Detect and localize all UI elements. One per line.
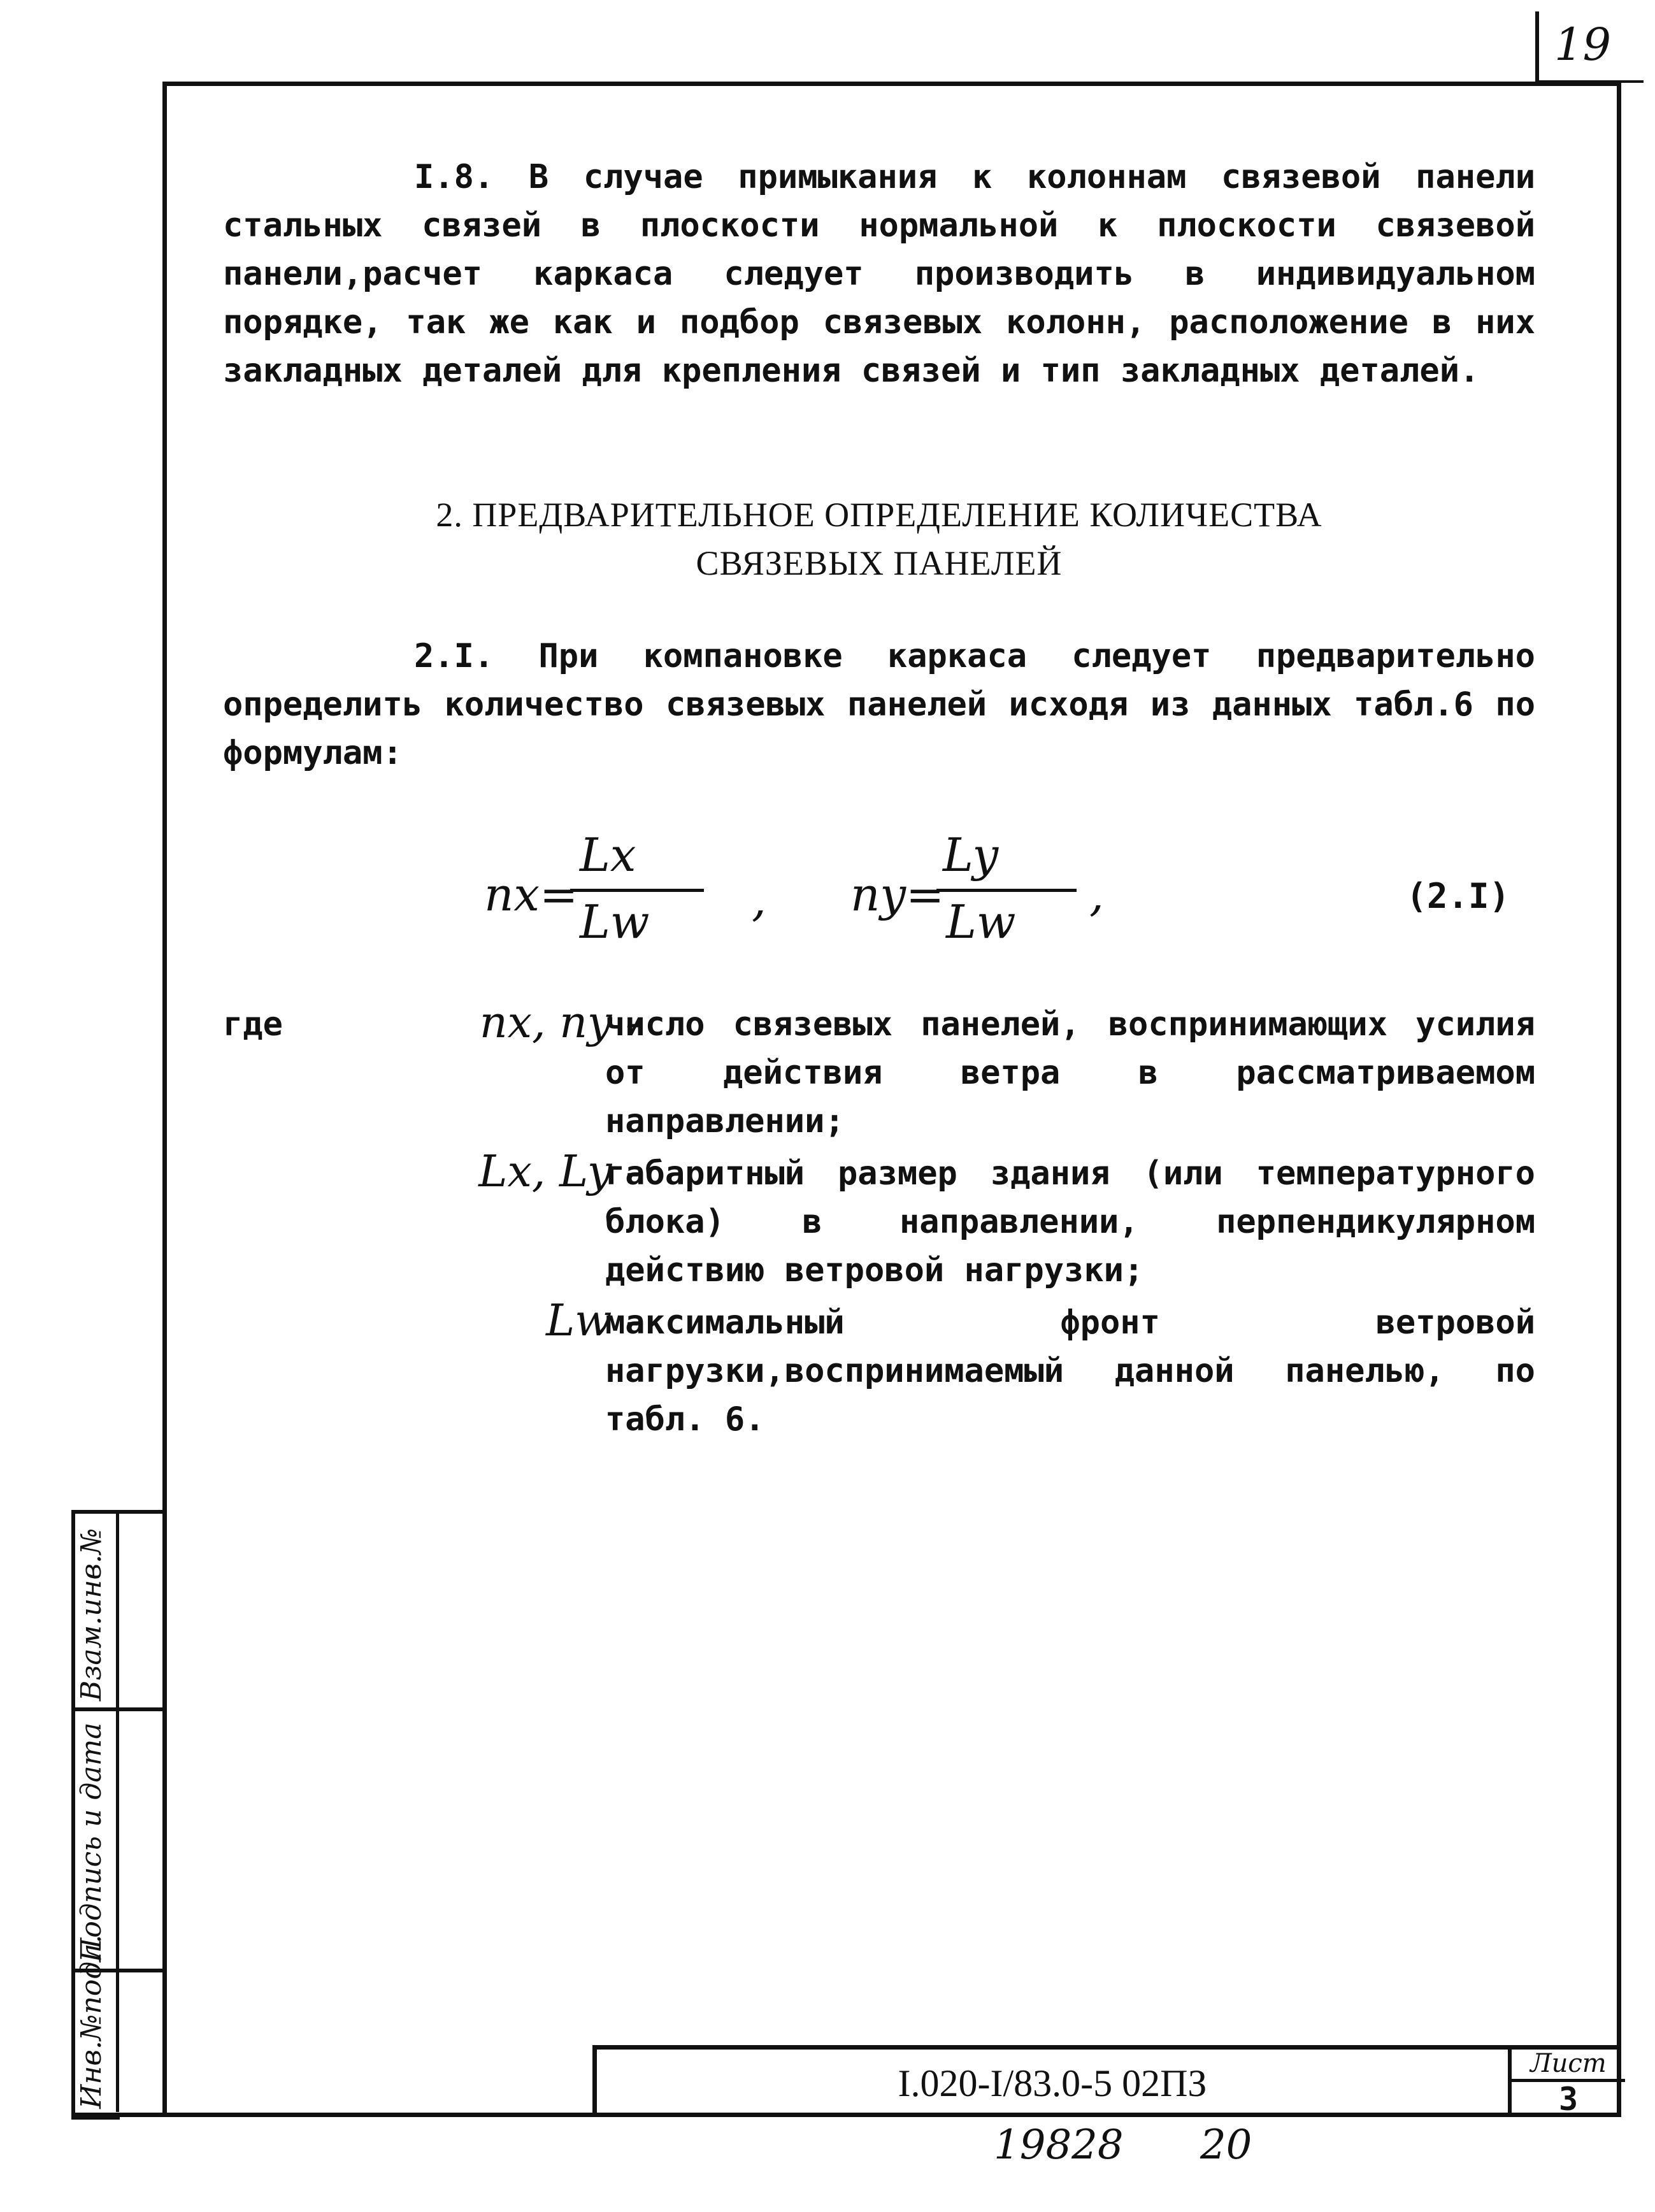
definition-text: число связевых панелей, воспринимающих усилия от действия ветра в рассматриваемом направлении; [605,1005,1535,1140]
formula-lhs-2: ny= [850,868,945,921]
definition-symbol: nx, ny - [479,998,640,1048]
formula-fraction-bar-2 [936,889,1077,892]
corner-tick [1535,11,1539,82]
sheet-label: Лист [1512,2048,1625,2082]
paragraph-2-1 [223,632,1535,777]
formula-denominator-2: Lw [946,895,1016,949]
where-label: где [223,1005,283,1044]
footer-numbers [994,2122,1315,2169]
document-body [223,153,1535,777]
formula-numerator-2: Ly [943,828,999,882]
section-title [223,491,1535,587]
definitions [223,1000,1535,1447]
frame-left-border [162,82,167,2114]
stamp-label-signature-date: Подпись и дата [75,1722,108,1962]
definition-text: максимальный фронт ветровой нагрузки,воспринимаемый данной панелью, по табл. 6. [605,1304,1535,1439]
footer-page-number: 20 [1200,2122,1252,2169]
definition-row [223,1149,1535,1295]
sheet-number: 3 [1558,2081,1579,2118]
inventory-number: 19828 [994,2122,1124,2169]
section-title-line-1: 2. ПРЕДВАРИТЕЛЬНОЕ ОПРЕДЕЛЕНИЕ КОЛИЧЕСТВА [436,496,1322,534]
formula-lhs-1: nx= [484,868,578,921]
corner-page-number: 19 [1554,18,1612,71]
document-code: I.020-I/83.0-5 02ПЗ [898,2062,1207,2104]
stamp-inner-line [116,1510,119,2112]
frame-top-border [162,82,1621,86]
definition-text: габаритный размер здания (или температурного блока) в направлении, перпендикулярном действию ветровой нагрузки; [605,1154,1535,1289]
paragraph-1-8 [223,153,1535,395]
stamp-divider [71,1510,162,1514]
formula-numerator-1: Lx [580,828,636,882]
formula-tail: , [1089,868,1104,921]
definition-symbol: Lw - [546,1296,640,1346]
stamp-label-original-inventory: Инв.№подл. [75,1934,108,2109]
section-title-line-2: СВЯЗЕВЫХ ПАНЕЛЕЙ [696,544,1063,582]
formula-2-1 [223,828,1535,956]
stamp-label-replacement-inventory: Взам.инв.№ [75,1528,108,1701]
paragraph-2-1-text: 2.I. При компановке каркаса следует предварительно определить количество связевых панелей исходя из данных табл.6 по формулам: [223,637,1535,772]
definition-symbol: Lx, Ly - [478,1147,640,1197]
formula-denominator-1: Lw [580,895,650,949]
definition-row [223,1298,1535,1444]
sheet-box [1508,2050,1625,2117]
formula-separator: , [752,873,766,926]
corner-line [1535,80,1644,83]
title-block [592,2045,1621,2117]
stamp-divider [71,1707,162,1711]
definition-row [223,1000,1535,1146]
formula-fraction-bar-1 [570,889,704,892]
frame-right-border [1617,82,1621,2114]
equation-number: (2.I) [1406,876,1510,916]
paragraph-1-8-text: I.8. В случае примыкания к колоннам связевой панели стальных связей в плоскости нормальной к плоскости связевой панели,расчет каркаса следует производить в индивидуальном порядке, так же как и подбор связевых колонн, расположение в них закладных деталей для крепления связей и тип закладных деталей. [223,158,1535,390]
